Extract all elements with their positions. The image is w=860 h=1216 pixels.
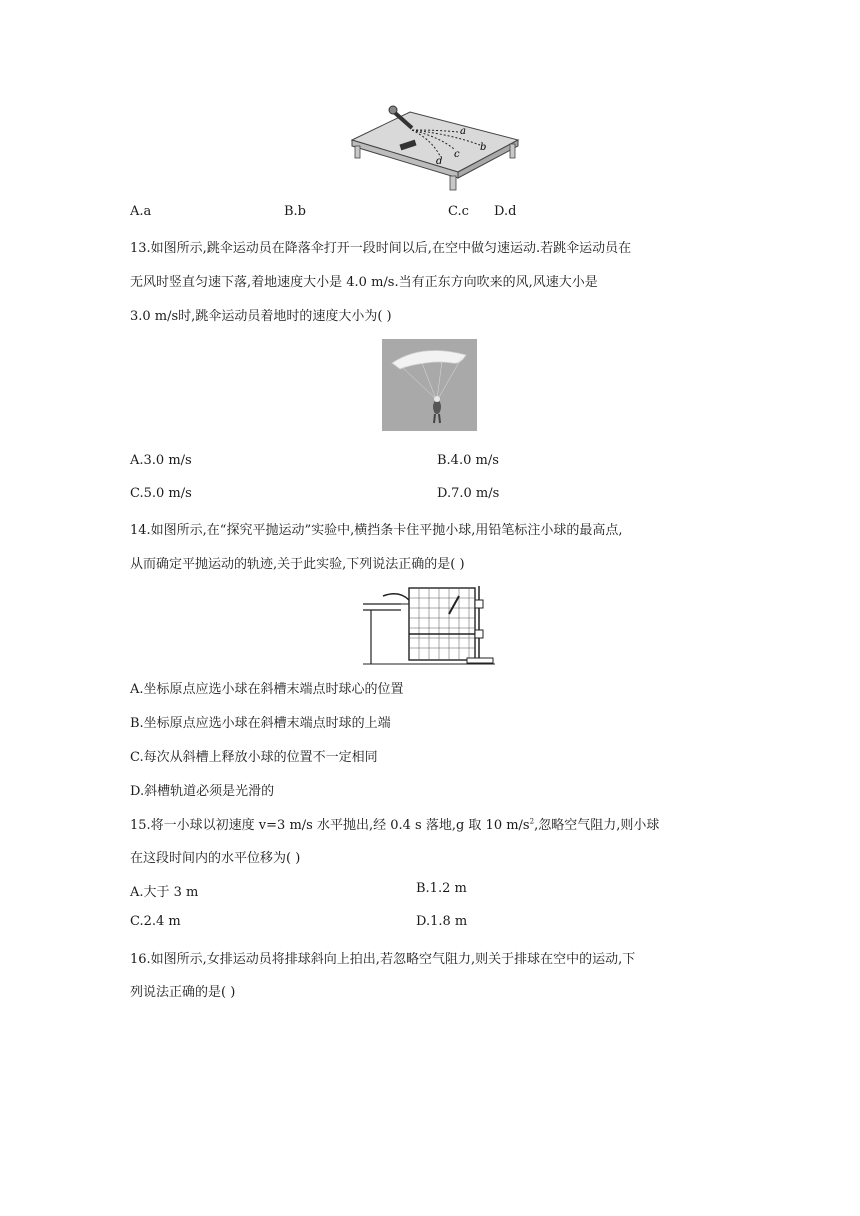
q14-option-c[interactable]: C.每次从斜槽上释放小球的位置不一定相同 [130,750,378,765]
q13-stem-line-1: 13.如图所示,跳伞运动员在降落伞打开一段时间以后,在空中做匀速运动.若跳伞运动员在 [130,241,632,256]
label-b: b [480,142,487,153]
q15-option-c[interactable]: C.2.4 m [130,914,181,929]
q15-stem-part-a: 15.将一小球以初速度 v=3 m/s 水平抛出,经 0.4 s 落地,g 取 10 m/s [130,818,530,833]
label-c: c [454,149,460,160]
label-d: d [436,156,443,167]
q16-stem-line-2: 列说法正确的是( ) [130,985,236,1000]
q13-figure [382,339,477,431]
q13-option-b[interactable]: B.4.0 m/s [437,453,499,468]
q14-option-b[interactable]: B.坐标原点应选小球在斜槽末端点时球的上端 [130,716,391,731]
q16-stem-line-1: 16.如图所示,女排运动员将排球斜向上拍出,若忽略空气阻力,则关于排球在空中的运动,下 [130,952,636,967]
q12-option-c[interactable]: C.c [448,204,469,219]
q13-option-d[interactable]: D.7.0 m/s [437,486,500,501]
q14-stem-line-2: 从而确定平抛运动的轨迹,关于此实验,下列说法正确的是( ) [130,557,465,572]
q15-stem-line-1 [130,814,659,833]
q14-figure [363,584,495,666]
projectile-apparatus-diagram [363,584,495,666]
label-a: a [460,126,466,137]
table-magnet-diagram [350,100,520,192]
q12-option-b[interactable]: B.b [284,204,307,219]
q15-stem-part-b: ,忽略空气阻力,则小球 [534,818,660,833]
q12-option-a[interactable]: A.a [130,204,152,219]
q15-stem-line-2: 在这段时间内的水平位移为( ) [130,851,301,866]
q12-figure [350,100,520,192]
q14-option-d[interactable]: D.斜槽轨道必须是光滑的 [130,784,275,799]
q13-option-c[interactable]: C.5.0 m/s [130,486,192,501]
q15-option-b[interactable]: B.1.2 m [416,881,467,896]
q14-option-a[interactable]: A.坐标原点应选小球在斜槽末端点时球心的位置 [130,682,404,697]
q15-option-a[interactable]: A.大于 3 m [130,885,199,900]
q13-option-a[interactable]: A.3.0 m/s [130,453,192,468]
q13-stem-line-3: 3.0 m/s时,跳伞运动员着地时的速度大小为( ) [130,309,392,324]
q12-option-d[interactable]: D.d [494,204,517,219]
q15-stem-superscript: 2 [529,817,535,826]
q13-stem-line-2: 无风时竖直匀速下落,着地速度大小是 4.0 m/s.当有正东方向吹来的风,风速大小是 [130,275,598,290]
q15-option-d[interactable]: D.1.8 m [416,914,468,929]
q14-stem-line-1: 14.如图所示,在“探究平抛运动”实验中,横挡条卡住平抛小球,用铅笔标注小球的最高点, [130,523,623,538]
parachutist-photo [382,339,477,431]
